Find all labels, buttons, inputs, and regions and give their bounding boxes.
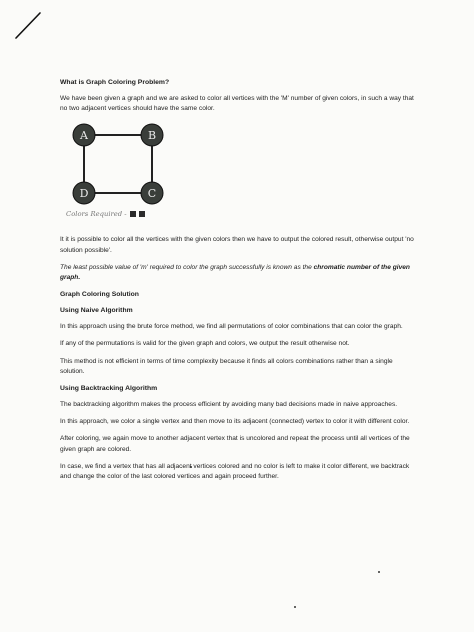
- graph-svg: [64, 121, 174, 211]
- naive-paragraph-3: This method is not efficient in terms of time complexity because it finds all colors combinations rather than a single solution.: [60, 357, 393, 375]
- caption-text: Colors Required -: [66, 210, 127, 219]
- vertex-label-b: B: [147, 129, 157, 143]
- backtracking-paragraph-4: In case, we find a vertex that has all adjacent vertices colored and no color is left to make it color different, we backtrack and change the color of the last colored vertices and again proceed further.: [60, 462, 410, 481]
- vertex-d: [73, 182, 95, 204]
- color-swatch: [130, 211, 136, 217]
- section-title: What is Graph Coloring Problem?: [60, 79, 170, 86]
- graph-diagram: [64, 121, 174, 229]
- naive-paragraph-1: In this approach using the brute force method, we find all permutations of color combinations that can color the graph.: [60, 323, 403, 331]
- colors-required-caption: [66, 210, 145, 218]
- naive-paragraph-2: If any of the permutations is valid for the given graph and colors, we output the result otherwise not.: [60, 340, 350, 348]
- vertex-a: [73, 124, 95, 146]
- vertex-label-a: A: [80, 129, 88, 143]
- chromatic-paragraph: [60, 263, 415, 283]
- color-swatch: [139, 211, 145, 217]
- solution-heading: Graph Coloring Solution: [60, 291, 139, 299]
- chromatic-text: The least possible value of 'm' required to color the graph successfully is known as the: [60, 263, 314, 271]
- backtracking-paragraph-2: In this approach, we color a single vertex and then move to its adjacent (connected) vertex to color it with different color.: [60, 418, 410, 426]
- intro-paragraph: We have been given a graph and we are asked to color all vertices with the 'M' number of given colors, in such a way that no two adjacent vertices should have the same color.: [60, 95, 414, 113]
- backtracking-paragraph-1: The backtracking algorithm makes the process efficient by avoiding many bad decisions made in naive approaches.: [60, 401, 398, 409]
- scan-speck: [378, 571, 380, 573]
- vertex-b: [141, 124, 163, 146]
- document-body: [60, 78, 415, 489]
- chromatic-term: chromatic number of the given graph.: [60, 263, 410, 282]
- pen-stroke-mark: [14, 10, 44, 42]
- backtracking-heading: Using Backtracking Algorithm: [60, 385, 158, 393]
- scan-speck: [294, 606, 296, 608]
- vertex-c: [141, 182, 163, 204]
- backtracking-paragraph-3: After coloring, we again move to another adjacent vertex that is uncolored and repeat the process until all vertices of the given graph are colored.: [60, 435, 410, 453]
- naive-heading: Using Naive Algorithm: [60, 307, 133, 315]
- vertex-label-d: D: [79, 187, 89, 201]
- vertex-label-c: C: [147, 187, 157, 201]
- possible-paragraph: It it is possible to color all the vertices with the given colors then we have to output the colored result, otherwise output 'no solution possible'.: [60, 236, 414, 254]
